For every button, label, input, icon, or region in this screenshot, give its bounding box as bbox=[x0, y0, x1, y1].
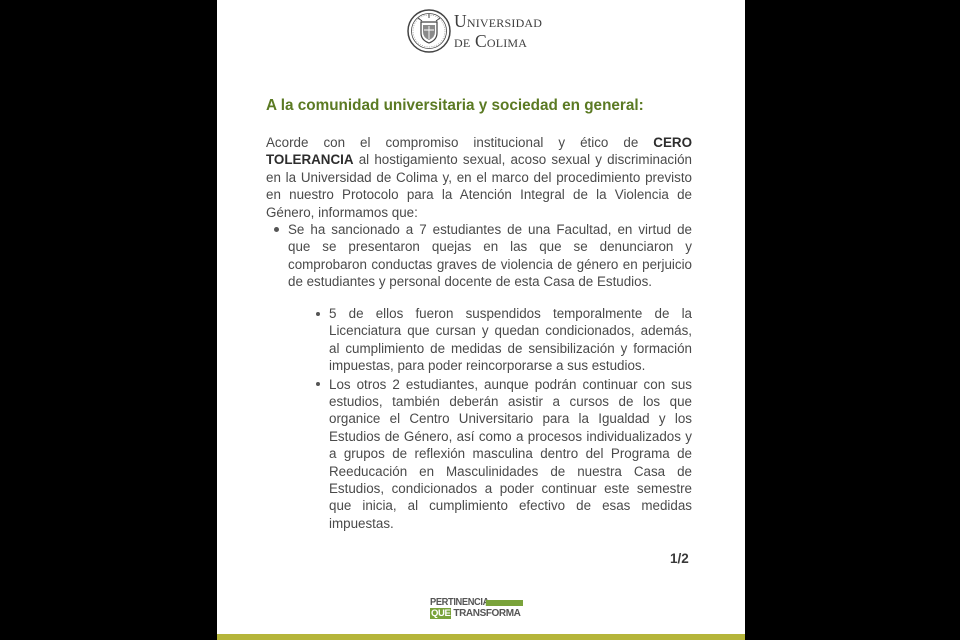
university-name-line2: de Colima bbox=[454, 31, 528, 51]
intro-text-before: Acorde con el compromiso institucional y ético de bbox=[266, 135, 654, 150]
slogan-line2 bbox=[430, 608, 528, 619]
slogan-line1: PERTINENCIA bbox=[430, 597, 521, 608]
bullet-item: Se ha sancionado a 7 estudiantes de una Facultad, en virtud de que se presentaron quejas en las que se denunciaron y comprobaron conductas graves de violencia de género en perjuicio de estudiantes y personal docente de esta Casa de Estudios. bbox=[288, 222, 692, 290]
sub-bullet-list bbox=[329, 305, 692, 533]
footer-bar bbox=[217, 634, 745, 640]
slogan-logo bbox=[430, 597, 528, 619]
sub-bullet-item: Los otros 2 estudiantes, aunque podrán continuar con sus estudios, también deberán asistir a cursos de los que organice el Centro Universitario para la Igualdad y los Estudios de Género, así como a procesos individualizados y a grupos de reflexión masculina dentro del Programa de Reeducación en Masculinidades de nuestra Casa de Estudios, condicionados a poder continuar este semestre que inicia, al cumplimiento efectivo de esas medidas impuestas. bbox=[329, 376, 692, 531]
document-page bbox=[217, 0, 745, 640]
main-bullet-list bbox=[288, 221, 692, 291]
intro-paragraph bbox=[266, 134, 692, 221]
letter-heading: A la comunidad universitaria y sociedad en general: bbox=[266, 97, 644, 114]
intro-text-after: al hostigamiento sexual, acoso sexual y discriminación en la Universidad de Colima y, en el marco del procedimiento previsto en nuestro Protocolo para la Atención Integral de la Violencia de Género, informamos que: bbox=[266, 152, 692, 220]
slogan-que: QUE bbox=[431, 608, 451, 619]
page-number: 1/2 bbox=[670, 551, 689, 566]
university-name bbox=[454, 11, 542, 51]
slogan-transforma: TRANSFORMA bbox=[453, 608, 521, 619]
sub-bullet-item: 5 de ellos fueron suspendidos temporalmente de la Licenciatura que cursan y quedan condicionados, además, al cumplimiento de medidas de sensibilización y formación impuestas, para poder reincorporarse a sus estudios. bbox=[329, 306, 692, 374]
university-name-line1: Universidad bbox=[454, 11, 543, 31]
university-seal-icon bbox=[407, 9, 451, 53]
intro-emphasis: CERO TOLERANCIA bbox=[266, 135, 692, 168]
university-logo bbox=[407, 7, 542, 55]
